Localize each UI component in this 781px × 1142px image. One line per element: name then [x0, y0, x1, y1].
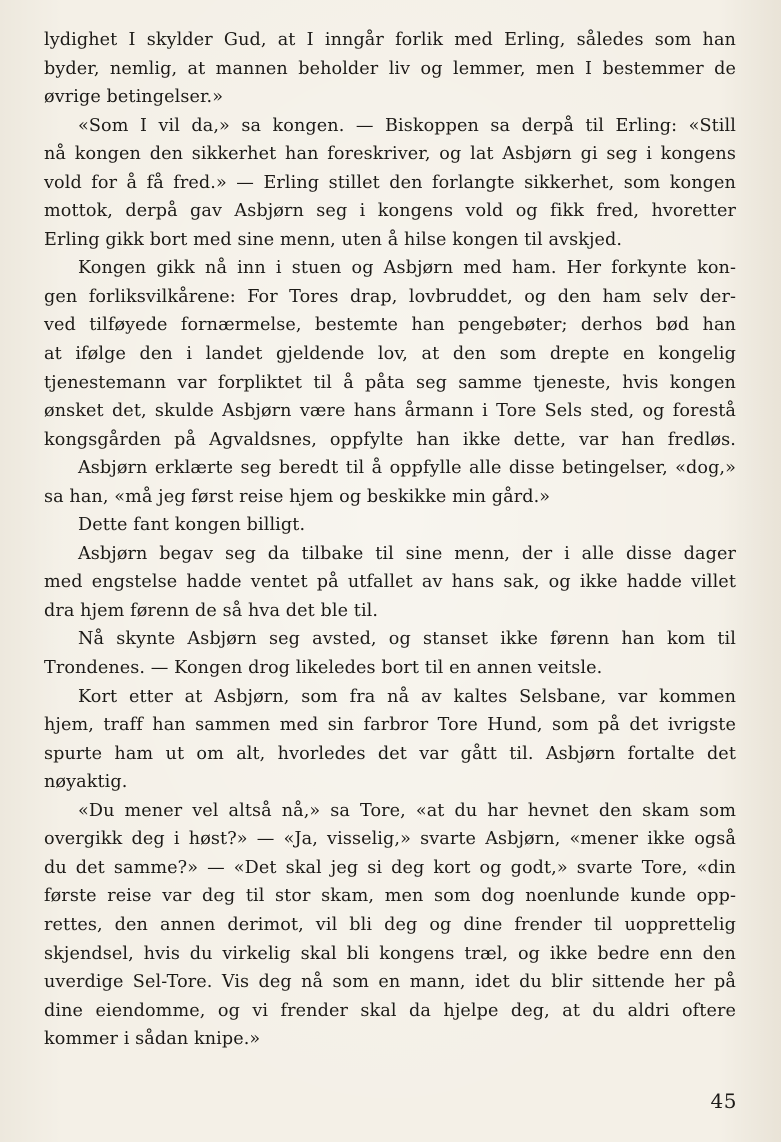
text-line: rettes, den annen derimot, vil bli deg og dine frender til uopprettelig [44, 914, 736, 935]
page-number: 45 [710, 1089, 737, 1113]
text-line: første reise var deg til stor skam, men som dog noenlunde kunde opp- [44, 886, 736, 907]
text-line: Kongen gikk nå inn i stuen og Asbjørn med ham. Her forkynte kon- [78, 258, 736, 279]
text-line: Kort etter at Asbjørn, som fra nå av kaltes Selsbane, var kommen [78, 686, 736, 707]
text-line: Asbjørn begav seg da tilbake til sine menn, der i alle disse dager [78, 543, 736, 564]
text-line: kongsgården på Agvaldsnes, oppfylte han ikke dette, var han fredløs. [44, 429, 736, 450]
text-line: nøyaktig. [44, 772, 128, 793]
text-line: sa han, «må jeg først reise hjem og beskikke min gård.» [44, 486, 551, 507]
body-text [44, 26, 736, 1054]
text-line: tjenestemann var forpliktet til å påta seg samme tjeneste, hvis kongen [44, 372, 736, 393]
text-line: kommer i sådan knipe.» [44, 1029, 261, 1050]
text-line: Trondenes. — Kongen drog likeledes bort til en annen veitsle. [44, 658, 603, 679]
text-line: dine eiendomme, og vi frender skal da hjelpe deg, at du aldri oftere [44, 1000, 736, 1021]
text-line: med engstelse hadde ventet på utfallet av hans sak, og ikke hadde villet [44, 572, 736, 593]
text-line: lydighet I skylder Gud, at I inngår forlik med Erling, således som han [44, 30, 736, 50]
text-line: hjem, traff han sammen med sin farbror Tore Hund, som på det ivrigste [44, 715, 736, 736]
text-line: nå kongen den sikkerhet han foreskriver, og lat Asbjørn gi seg i kongens [44, 144, 736, 165]
text-line: øvrige betingelser.» [44, 87, 224, 108]
text-line: skjendsel, hvis du virkelig skal bli kongens træl, og ikke bedre enn den [44, 943, 736, 964]
text-line: spurte ham ut om alt, hvorledes det var gått til. Asbjørn fortalte det [44, 743, 736, 764]
text-line: dra hjem førenn de så hva det ble til. [44, 600, 379, 621]
text-line: mottok, derpå gav Asbjørn seg i kongens vold og fikk fred, hvoretter [44, 201, 736, 222]
text-line: overgikk deg i høst?» — «Ja, visselig,» svarte Asbjørn, «mener ikke også [44, 829, 736, 850]
text-line: ønsket det, skulde Asbjørn være hans årmann i Tore Sels sted, og forestå [44, 401, 736, 422]
text-line: gen forliksvilkårene: For Tores drap, lovbruddet, og den ham selv der- [44, 286, 736, 307]
text-line: «Som I vil da,» sa kongen. — Biskoppen sa derpå til Erling: «Still [78, 115, 736, 136]
text-line: Nå skynte Asbjørn seg avsted, og stanset ikke førenn han kom til [78, 629, 736, 650]
text-line: Erling gikk bort med sine menn, uten å hilse kongen til avskjed. [44, 229, 623, 250]
text-line: du det samme?» — «Det skal jeg si deg kort og godt,» svarte Tore, «din [44, 857, 736, 878]
text-line: ved tilføyede fornærmelse, bestemte han pengebøter; derhos bød han [44, 315, 736, 336]
text-line: byder, nemlig, at mannen beholder liv og lemmer, men I bestemmer de [44, 58, 736, 79]
text-line: at ifølge den i landet gjeldende lov, at den som drepte en kongelig [44, 344, 736, 365]
text-line: Asbjørn erklærte seg beredt til å oppfylle alle disse betingelser, «dog,» [78, 458, 736, 479]
text-line: uverdige Sel-Tore. Vis deg nå som en mann, idet du blir sittende her på [44, 972, 736, 993]
text-line: «Du mener vel altså nå,» sa Tore, «at du har hevnet den skam som [78, 800, 736, 821]
text-line: vold for å få fred.» — Erling stillet den forlangte sikkerhet, som kongen [44, 172, 736, 193]
text-line: Dette fant kongen billigt. [78, 515, 306, 536]
